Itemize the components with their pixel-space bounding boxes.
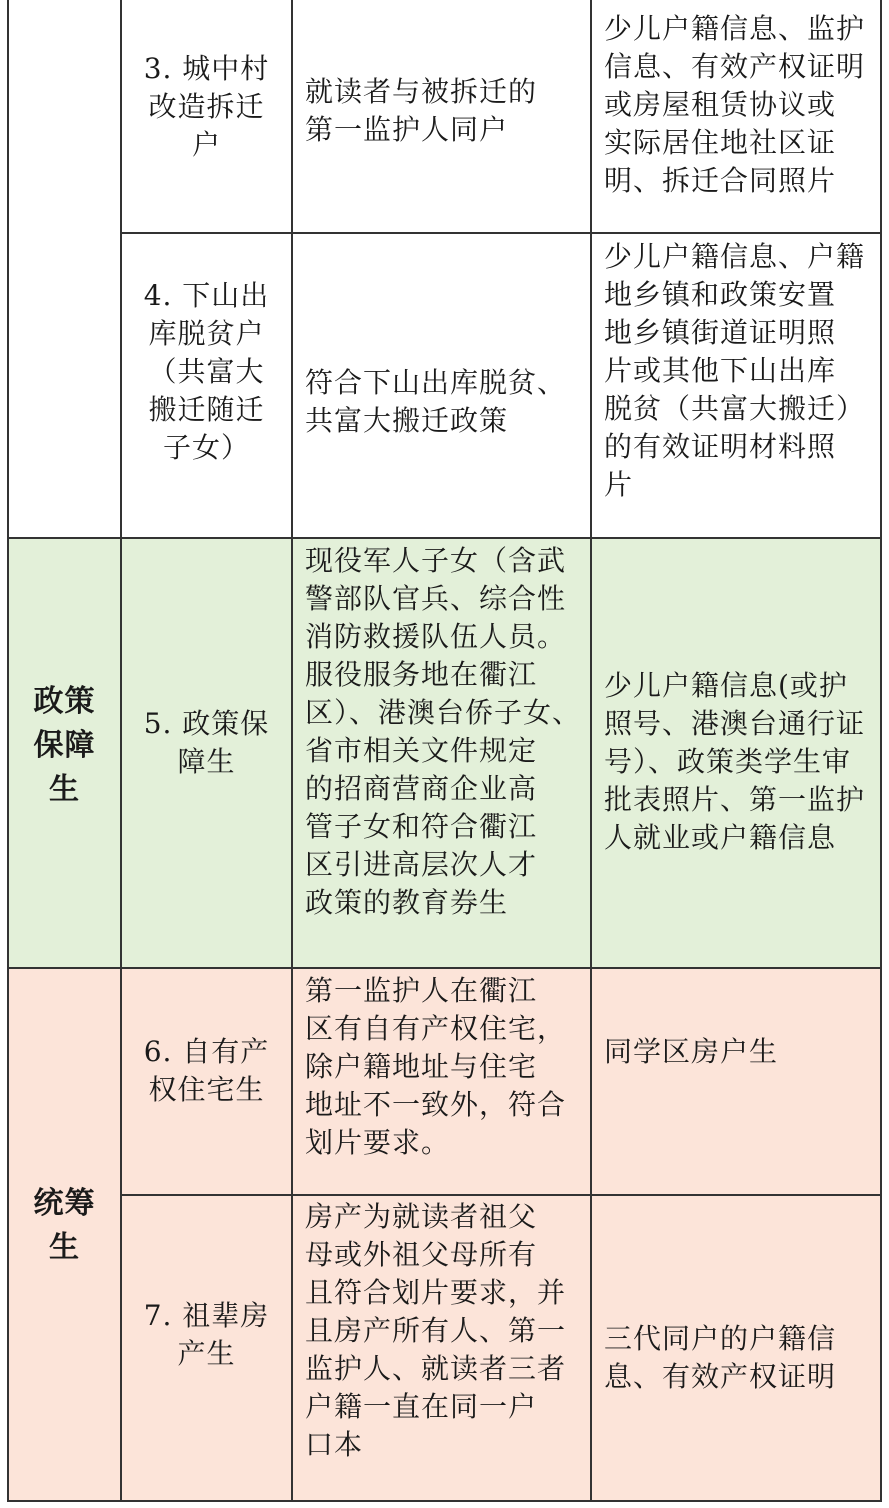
divider-name-cond bbox=[291, 0, 293, 1502]
row3-name: 3. 城中村 改造拆迁 户 bbox=[143, 52, 270, 161]
row4-materials: 少儿户籍信息、户籍 地乡镇和政策安置 地乡镇街道证明照 片或其他下山出库 脱贫（共富大搬迁） 的有效证明材料照 片 bbox=[604, 240, 866, 501]
row-divider-6-7 bbox=[120, 1194, 882, 1196]
category-policy: 政策 保障 生 bbox=[33, 684, 96, 807]
row3-materials: 少儿户籍信息、监护 信息、有效产权证明 或房屋租赁协议或 实际居住地社区证 明、拆迁合同照片 bbox=[604, 12, 866, 197]
section-divider-policy bbox=[7, 537, 882, 539]
row4-condition: 符合下山出库脱贫、 共富大搬迁政策 bbox=[305, 366, 567, 437]
row6-name: 6. 自有产 权住宅生 bbox=[143, 1035, 270, 1106]
category-overall: 统筹 生 bbox=[33, 1186, 96, 1265]
row3-condition: 就读者与被拆迁的 第一监护人同户 bbox=[305, 75, 538, 146]
row4-name: 4. 下山出 库脱贫户 （共富大 搬迁随迁 子女） bbox=[143, 279, 270, 464]
section-divider-overall bbox=[7, 967, 882, 969]
row5-name: 5. 政策保 障生 bbox=[143, 707, 270, 778]
row7-materials: 三代同户的户籍信 息、有效产权证明 bbox=[604, 1322, 837, 1393]
border-right bbox=[880, 0, 882, 1502]
divider-cond-mat bbox=[590, 0, 592, 1502]
row7-name: 7. 祖辈房 产生 bbox=[143, 1299, 270, 1370]
row6-materials: 同学区房户生 bbox=[604, 1035, 779, 1068]
border-bottom bbox=[7, 1500, 882, 1502]
row6-condition: 第一监护人在衢江 区有自有产权住宅， 除户籍地址与住宅 地址不一致外，符合 划片要求。 bbox=[305, 974, 567, 1159]
row7-condition: 房产为就读者祖父 母或外祖父母所有 且符合划片要求，并 且房产所有人、第一 监护人、就读者三者 户籍一直在同一户 口本 bbox=[305, 1200, 567, 1461]
row5-condition: 现役军人子女（含武 警部队官兵、综合性 消防救援队伍人员。 服役服务地在衢江 区）、港澳台侨子女、 省市相关文件规定 的招商营商企业高 管子女和符合衢江 区引进高层次人才 政策的教育券生 bbox=[305, 544, 582, 919]
row5-materials: 少儿户籍信息(或护 照号、港澳台通行证 号）、政策类学生审 批表照片、第一监护 人就业或户籍信息 bbox=[604, 669, 866, 854]
row-divider-3-4 bbox=[120, 232, 882, 234]
